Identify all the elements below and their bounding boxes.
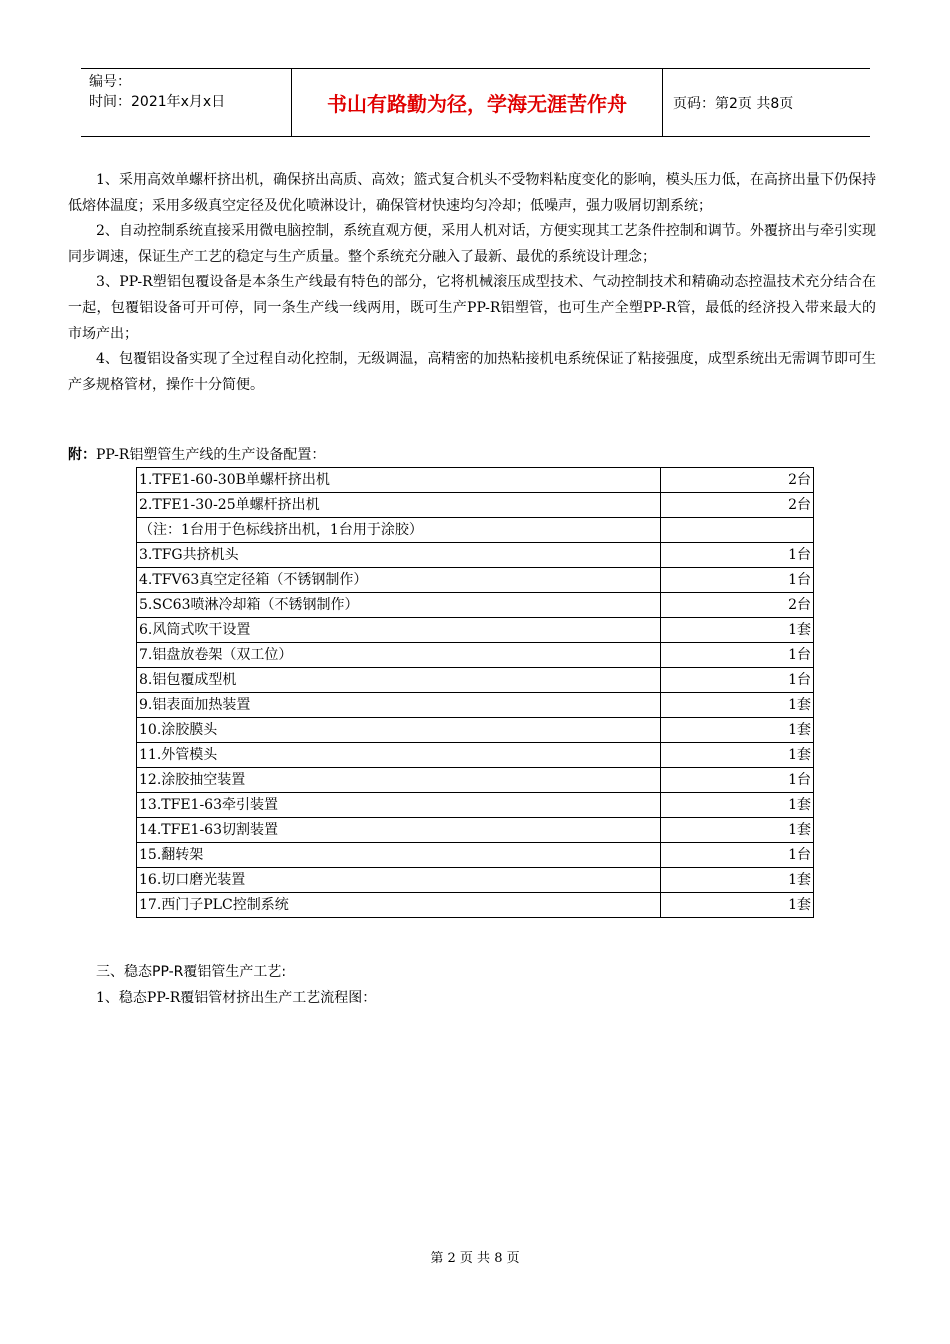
equipment-name: 9.铝表面加热装置 bbox=[137, 693, 661, 718]
equipment-qty: 1台 bbox=[661, 668, 814, 693]
page-header bbox=[81, 68, 870, 137]
table-row bbox=[137, 693, 814, 718]
equipment-qty: 1台 bbox=[661, 643, 814, 668]
equipment-qty: 1套 bbox=[661, 618, 814, 643]
table-row bbox=[137, 843, 814, 868]
paragraph: 4、包覆铝设备实现了全过程自动化控制，无级调温，高精密的加热粘接机电系统保证了粘接强度，成型系统出无需调节即可生产多规格管材，操作十分简便。 bbox=[68, 351, 876, 393]
equipment-qty: 2台 bbox=[661, 468, 814, 493]
table-row bbox=[137, 893, 814, 918]
table-row bbox=[137, 493, 814, 518]
table-row bbox=[137, 768, 814, 793]
equipment-name: 16.切口磨光装置 bbox=[137, 868, 661, 893]
attachment-text: PP-R铝塑管生产线的生产设备配置： bbox=[96, 447, 326, 463]
equipment-qty: 1台 bbox=[661, 768, 814, 793]
table-row bbox=[137, 643, 814, 668]
table-row bbox=[137, 718, 814, 743]
equipment-name: 10.涂胶膜头 bbox=[137, 718, 661, 743]
equipment-qty: 2台 bbox=[661, 593, 814, 618]
equipment-name: 4.TFV63真空定径箱（不锈钢制作） bbox=[137, 568, 661, 593]
equipment-qty: 1套 bbox=[661, 893, 814, 918]
table-row bbox=[137, 743, 814, 768]
attachment-title bbox=[68, 443, 325, 467]
equipment-qty: 1台 bbox=[661, 568, 814, 593]
table-row bbox=[137, 818, 814, 843]
equipment-name: 7.铝盘放卷架（双工位） bbox=[137, 643, 661, 668]
equipment-qty: 1套 bbox=[661, 718, 814, 743]
doc-time-label: 时间：2021年x月x日 bbox=[89, 94, 226, 110]
equipment-qty: 2台 bbox=[661, 493, 814, 518]
equipment-name: 5.SC63喷淋冷却箱（不锈钢制作） bbox=[137, 593, 661, 618]
equipment-name: 11.外管模头 bbox=[137, 743, 661, 768]
table-row bbox=[137, 468, 814, 493]
equipment-qty: 1套 bbox=[661, 793, 814, 818]
header-page-label: 页码：第2页 共8页 bbox=[673, 95, 794, 112]
body-paragraphs bbox=[68, 168, 876, 398]
section-heading: 三、稳态PP-R覆铝管生产工艺: bbox=[96, 964, 287, 980]
equipment-qty bbox=[661, 518, 814, 543]
equipment-qty: 1套 bbox=[661, 818, 814, 843]
equipment-name: 2.TFE1-30-25单螺杆挤出机 bbox=[137, 493, 661, 518]
equipment-table bbox=[136, 467, 814, 918]
equipment-name: 17.西门子PLC控制系统 bbox=[137, 893, 661, 918]
equipment-note: （注：1台用于色标线挤出机，1台用于涂胶） bbox=[137, 518, 661, 543]
table-row bbox=[137, 568, 814, 593]
table-row bbox=[137, 543, 814, 568]
section-item: 1、稳态PP-R覆铝管材挤出生产工艺流程图： bbox=[96, 990, 377, 1006]
equipment-name: 12.涂胶抽空装置 bbox=[137, 768, 661, 793]
equipment-qty: 1套 bbox=[661, 693, 814, 718]
table-row bbox=[137, 618, 814, 643]
equipment-name: 13.TFE1-63牵引装置 bbox=[137, 793, 661, 818]
doc-number-label: 编号： bbox=[89, 74, 131, 90]
equipment-name: 15.翻转架 bbox=[137, 843, 661, 868]
paragraph: 1、采用高效单螺杆挤出机，确保挤出高质、高效；篮式复合机头不受物料粘度变化的影响，模头压力低，在高挤出量下仍保持低熔体温度；采用多级真空定径及优化喷淋设计，确保管材快速均匀冷却；低噪声，强力吸屑切割系统； bbox=[68, 172, 876, 214]
table-row bbox=[137, 518, 814, 543]
equipment-qty: 1台 bbox=[661, 843, 814, 868]
attachment-prefix: 附： bbox=[68, 447, 96, 463]
table-row bbox=[137, 593, 814, 618]
page-footer: 第 2 页 共 8 页 bbox=[430, 1251, 520, 1266]
paragraph: 3、PP-R塑铝包覆设备是本条生产线最有特色的部分，它将机械滚压成型技术、气动控制技术和精确动态控温技术充分结合在一起，包覆铝设备可开可停，同一条生产线一线两用，既可生产PP-R铝塑管，也可生产全塑PP-R管，最低的经济投入带来最大的市场产出； bbox=[68, 274, 876, 342]
header-motto: 书山有路勤为径，学海无涯苦作舟 bbox=[292, 69, 663, 136]
header-meta bbox=[81, 69, 292, 136]
equipment-name: 8.铝包覆成型机 bbox=[137, 668, 661, 693]
equipment-qty: 1套 bbox=[661, 868, 814, 893]
table-row bbox=[137, 793, 814, 818]
equipment-name: 3.TFG共挤机头 bbox=[137, 543, 661, 568]
equipment-name: 6.风筒式吹干设置 bbox=[137, 618, 661, 643]
equipment-name: 1.TFE1-60-30B单螺杆挤出机 bbox=[137, 468, 661, 493]
equipment-name: 14.TFE1-63切割装置 bbox=[137, 818, 661, 843]
paragraph: 2、自动控制系统直接采用微电脑控制，系统直观方便，采用人机对话，方便实现其工艺条件控制和调节。外覆挤出与牵引实现同步调速，保证生产工艺的稳定与生产质量。整个系统充分融入了最新、最优的系统设计理念； bbox=[68, 223, 876, 265]
equipment-qty: 1台 bbox=[661, 543, 814, 568]
table-row bbox=[137, 668, 814, 693]
equipment-qty: 1套 bbox=[661, 743, 814, 768]
table-row bbox=[137, 868, 814, 893]
